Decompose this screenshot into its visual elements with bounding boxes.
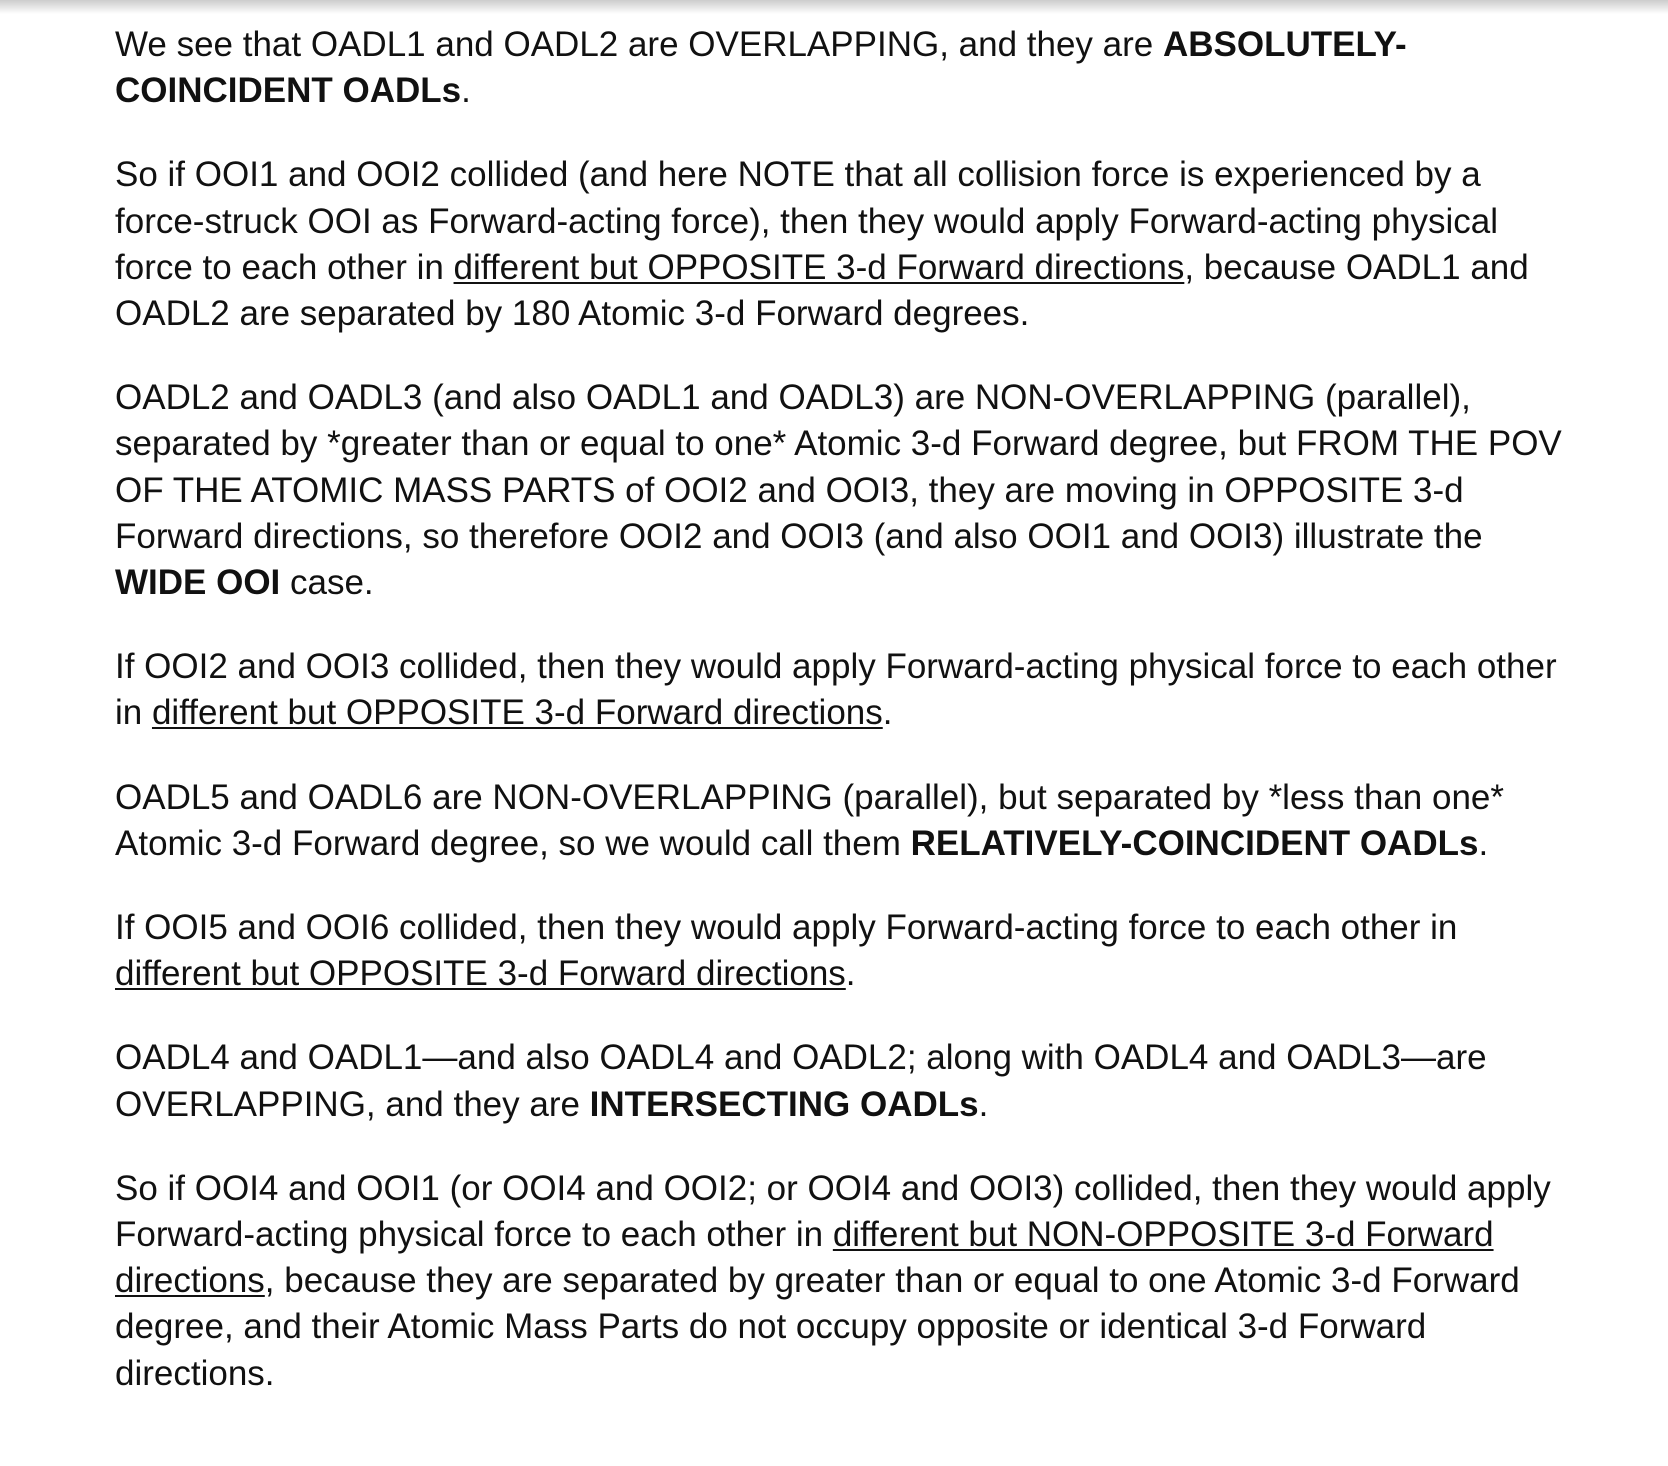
- paragraph: [115, 1035, 1565, 1127]
- paragraph: [115, 905, 1565, 997]
- paragraph: [115, 22, 1565, 114]
- text-run: We see that OADL1 and OADL2 are OVERLAPPING, and they are: [115, 25, 1163, 64]
- text-run: OADL2 and OADL3 (and also OADL1 and OADL3) are NON-OVERLAPPING (parallel), separated by *greater than or equal to one* Atomic 3-d Forward degree, but FROM THE POV OF THE ATOMIC MASS PARTS of OOI2 and OOI3, they are moving in OPPOSITE 3-d Forward directions, so therefore OOI2 and OOI3 (and also OOI1 and OOI3) illustrate the: [115, 378, 1562, 556]
- text-run: , because they are separated by greater than or equal to one Atomic 3-d Forward degree, and their Atomic Mass Parts do not occupy opposite or identical 3-d Forward directions.: [115, 1261, 1520, 1393]
- text-run: .: [461, 71, 471, 111]
- top-edge-shadow: [0, 0, 1668, 14]
- bold-term: RELATIVELY-COINCIDENT OADLs: [910, 823, 1479, 863]
- text-run: .: [1478, 823, 1489, 863]
- text-run: .: [882, 693, 893, 733]
- text-run: , because OADL1 and OADL2 are separated by 180 Atomic 3-d Forward degrees.: [115, 247, 1529, 334]
- text-run: .: [845, 954, 856, 994]
- underlined-phrase: different but OPPOSITE 3-d Forward directions: [115, 954, 846, 994]
- paragraph: [115, 1166, 1565, 1397]
- underlined-phrase: different but NON-OPPOSITE 3-d Forward directions: [115, 1215, 1494, 1301]
- underlined-phrase: different but OPPOSITE 3-d Forward directions: [453, 247, 1185, 287]
- paragraph: [115, 152, 1565, 337]
- paragraph: [115, 375, 1565, 606]
- text-run: OADL4 and OADL1—and also OADL4 and OADL2; along with OADL4 and OADL3—are OVERLAPPING, and they are: [115, 1038, 1487, 1124]
- paragraph: [115, 644, 1565, 736]
- text-run: If OOI5 and OOI6 collided, then they would apply Forward-acting force to each other in: [115, 908, 1458, 948]
- bold-term: INTERSECTING OADLs: [589, 1084, 979, 1124]
- text-run: case.: [280, 563, 374, 603]
- paragraph: [115, 775, 1565, 867]
- bold-term: ABSOLUTELY-COINCIDENT OADLs: [115, 25, 1407, 111]
- text-run: So if OOI4 and OOI1 (or OOI4 and OOI2; or OOI4 and OOI3) collided, then they would apply Forward-acting physical force to each other in: [115, 1168, 1551, 1255]
- bold-term: WIDE OOI: [115, 563, 281, 603]
- text-run: .: [978, 1084, 989, 1124]
- document-body: [115, 22, 1565, 1397]
- text-run: OADL5 and OADL6 are NON-OVERLAPPING (parallel), but separated by *less than one* Atomic 3-d Forward degree, so we would call them: [115, 777, 1505, 863]
- text-run: So if OOI1 and OOI2 collided (and here NOTE that all collision force is experienced by a force-struck OOI as Forward-acting force), then they would apply Forward-acting physical force to each other in: [115, 155, 1499, 287]
- text-run: If OOI2 and OOI3 collided, then they would apply Forward-acting physical force to each other in: [115, 647, 1557, 733]
- underlined-phrase: different but OPPOSITE 3-d Forward directions: [151, 693, 883, 733]
